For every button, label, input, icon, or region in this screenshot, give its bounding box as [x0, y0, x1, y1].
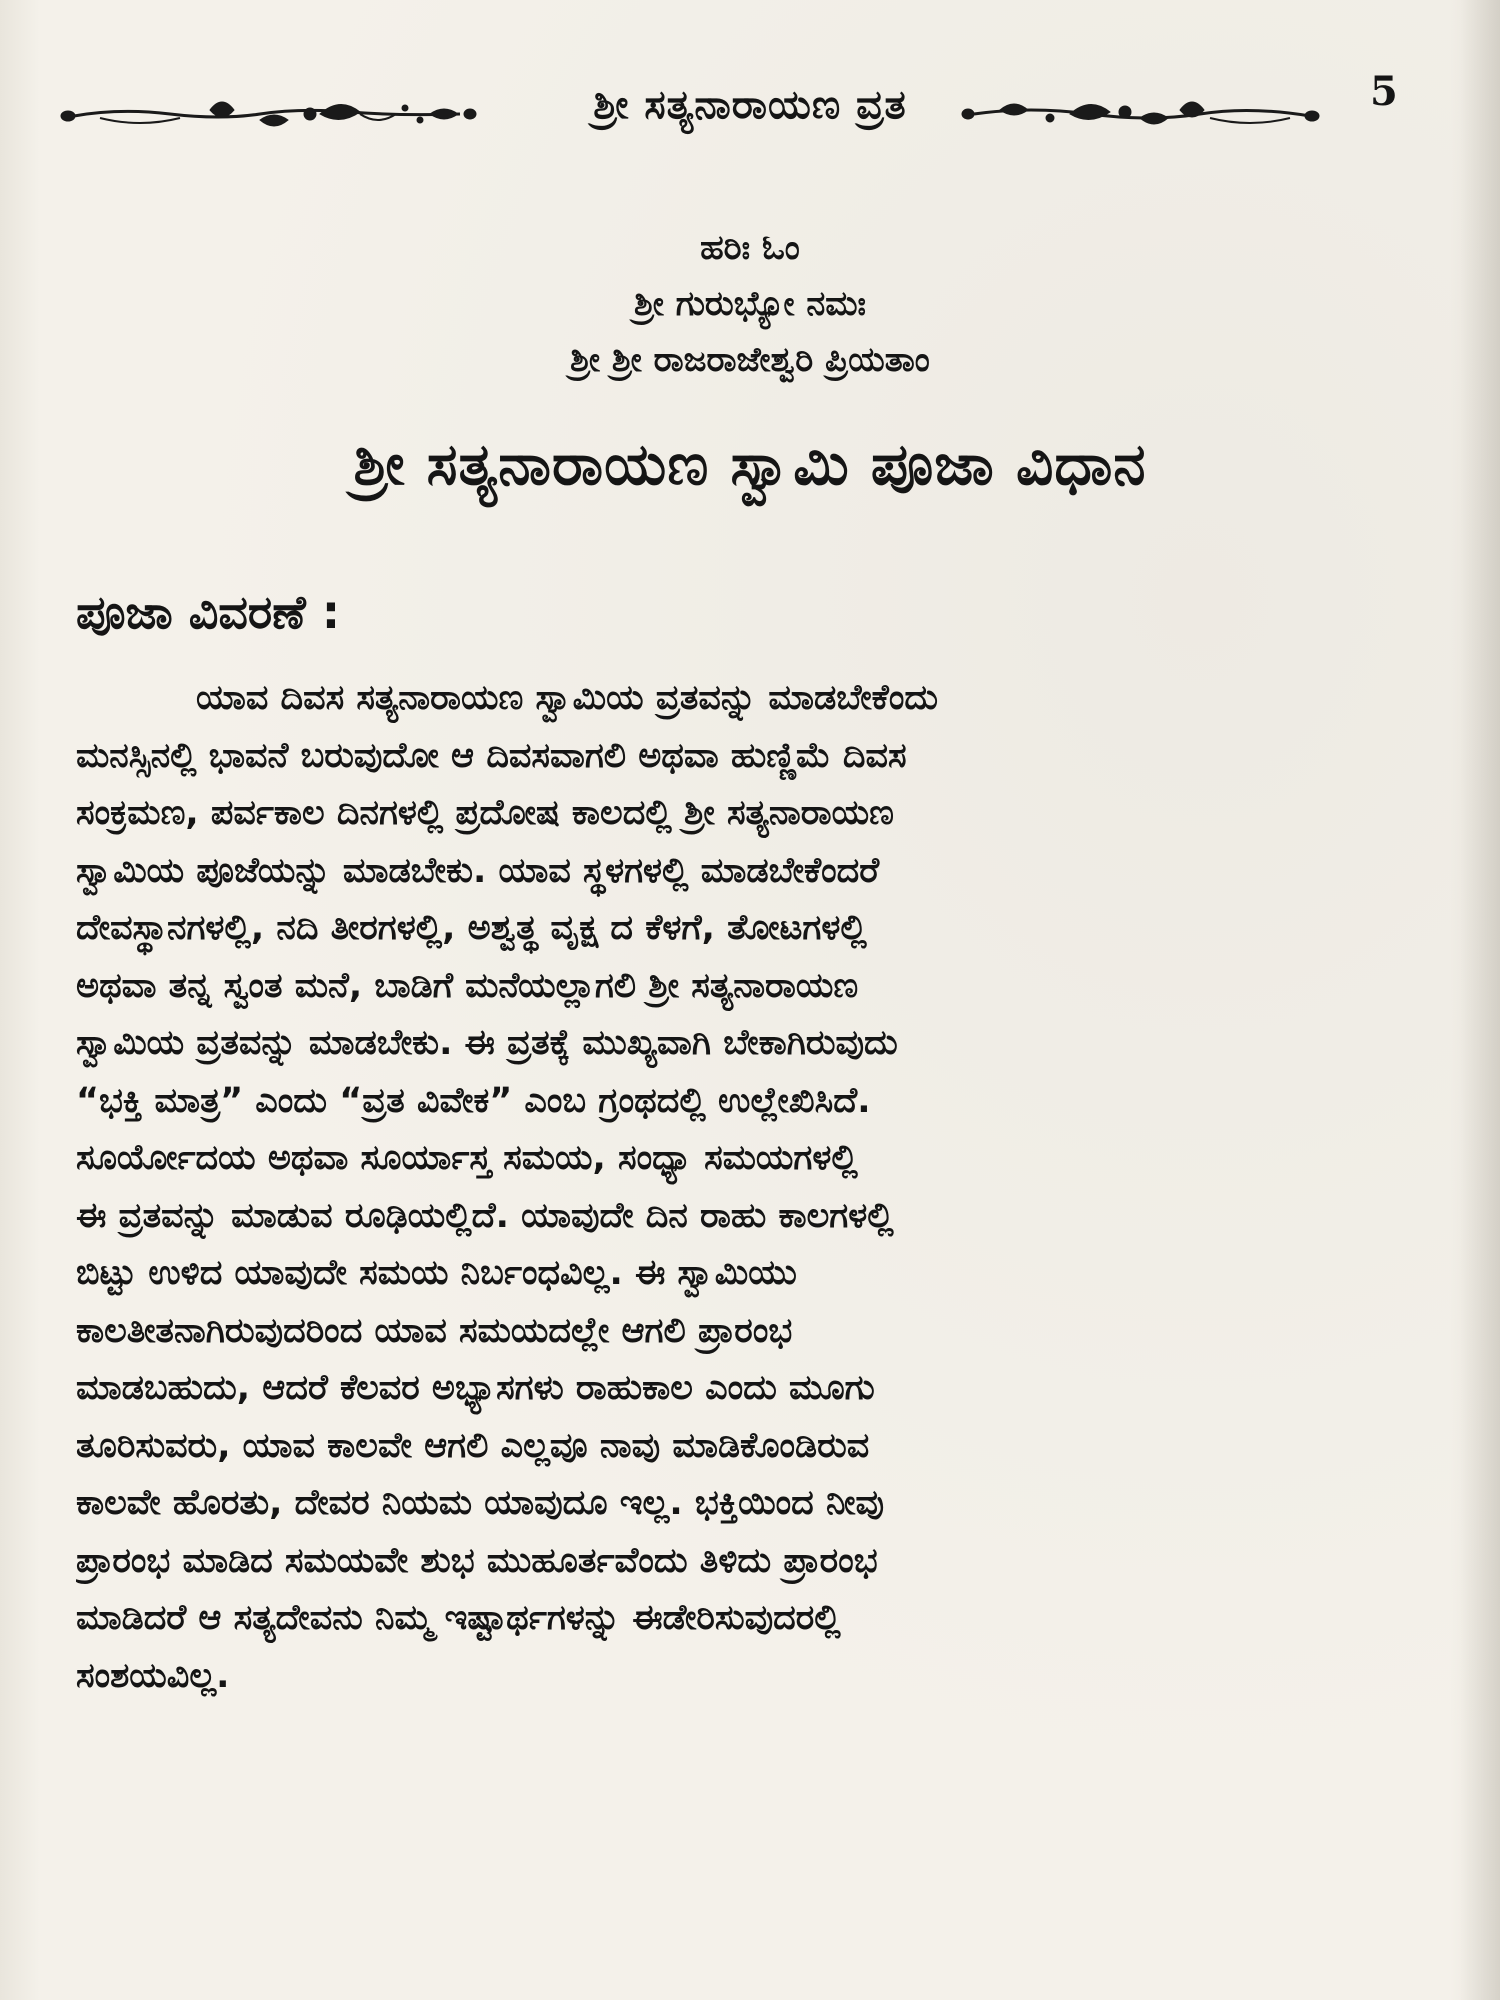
page-edge-shadow: [1460, 0, 1500, 2000]
body-line: ಸ್ವಾಮಿಯ ಪೂಜೆಯನ್ನು ಮಾಡಬೇಕು. ಯಾವ ಸ್ಥಳಗಳಲ್ಲಿ ಮಾಡಬೇಕೆಂದರೆ: [76, 850, 880, 891]
invocation-block: [0, 220, 1500, 388]
body-line: ದೇವಸ್ಥಾನಗಳಲ್ಲಿ, ನದಿ ತೀರಗಳಲ್ಲಿ, ಅಶ್ವತ್ಥ ವೃಕ್ಷ ದ ಕೆಳಗೆ, ತೋಟಗಳಲ್ಲಿ: [76, 908, 867, 948]
body-line: ಸ್ವಾಮಿಯ ವ್ರತವನ್ನು ಮಾಡಬೇಕು. ಈ ವ್ರತಕ್ಕೆ ಮುಖ್ಯವಾಗಿ ಬೇಕಾಗಿರುವುದು: [76, 1023, 898, 1063]
body-line: ಮಾಡಿದರೆ ಆ ಸತ್ಯದೇವನು ನಿಮ್ಮ ಇಷ್ಟಾರ್ಥಗಳನ್ನು ಈಡೇರಿಸುವುದರಲ್ಲಿ: [76, 1598, 841, 1638]
body-line: ಸಂಶಯವಿಲ್ಲ.: [76, 1655, 230, 1696]
body-line: ಕಾಲವೇ ಹೊರತು, ದೇವರ ನಿಯಮ ಯಾವುದೂ ಇಲ್ಲ. ಭಕ್ತಿಯಿಂದ ನೀವು: [76, 1483, 885, 1523]
body-line: ಸಂಕ್ರಮಣ, ಪರ್ವಕಾಲ ದಿನಗಳಲ್ಲಿ ಪ್ರದೋಷ ಕಾಲದಲ್ಲಿ ಶ್ರೀ ಸತ್ಯನಾರಾಯಣ: [76, 793, 894, 833]
body-line: ಮನಸ್ಸಿನಲ್ಲಿ ಭಾವನೆ ಬರುವುದೋ ಆ ದಿವಸವಾಗಲಿ ಅಥವಾ ಹುಣ್ಣಿಮೆ ದಿವಸ: [76, 735, 907, 776]
running-header: [60, 72, 1320, 162]
invocation-line-1: ಹರಿಃ ಓಂ: [700, 228, 800, 268]
body-line: ಕಾಲತೀತನಾಗಿರುವುದರಿಂದ ಯಾವ ಸಮಯದಲ್ಲೇ ಆಗಲಿ ಪ್ರಾರಂಭ: [76, 1310, 793, 1351]
body-line: ಈ ವ್ರತವನ್ನು ಮಾಡುವ ರೂಢಿಯಲ್ಲಿದೆ. ಯಾವುದೇ ದಿನ ರಾಹು ಕಾಲಗಳಲ್ಲಿ: [76, 1195, 894, 1236]
running-header-title: ಶ್ರೀ ಸತ್ಯನಾರಾಯಣ ವ್ರತ: [593, 82, 907, 128]
body-line: ಸೂರ್ಯೋದಯ ಅಥವಾ ಸೂರ್ಯಾಸ್ತ ಸಮಯ, ಸಂಧ್ಯಾ ಸಮಯಗಳಲ್ಲಿ: [76, 1138, 858, 1178]
left-ornament-flourish: [60, 84, 480, 144]
invocation-line-2: ಶ್ರೀ ಗುರುಭ್ಯೋ ನಮಃ: [633, 284, 867, 324]
body-line: ಪ್ರಾರಂಭ ಮಾಡಿದ ಸಮಯವೇ ಶುಭ ಮುಹೂರ್ತವೆಂದು ತಿಳಿದು ಪ್ರಾರಂಭ: [76, 1540, 878, 1581]
section-heading: ಪೂಜಾ ವಿವರಣೆ :: [76, 585, 341, 639]
body-line: ಮಾಡಬಹುದು, ಆದರೆ ಕೆಲವರ ಅಭ್ಯಾಸಗಳು ರಾಹುಕಾಲ ಎಂದು ಮೂಗು: [76, 1368, 875, 1408]
body-line: ಯಾವ ದಿವಸ ಸತ್ಯನಾರಾಯಣ ಸ್ವಾಮಿಯ ವ್ರತವನ್ನು ಮಾಡಬೇಕೆಂದು: [196, 678, 939, 718]
invocation-line-3: ಶ್ರೀ ಶ್ರೀ ರಾಜರಾಜೇಶ್ವರಿ ಪ್ರಿಯತಾಂ: [570, 340, 930, 380]
main-title: ಶ್ರೀ ಸತ್ಯನಾರಾಯಣ ಸ್ವಾಮಿ ಪೂಜಾ ವಿಧಾನ: [353, 430, 1147, 498]
body-line: ಅಥವಾ ತನ್ನ ಸ್ವಂತ ಮನೆ, ಬಾಡಿಗೆ ಮನೆಯಲ್ಲಾಗಲಿ ಶ್ರೀ ಸತ್ಯನಾರಾಯಣ: [76, 965, 859, 1006]
page-number: 5: [1370, 68, 1398, 115]
body-line: ಬಿಟ್ಟು ಉಳಿದ ಯಾವುದೇ ಸಮಯ ನಿರ್ಬಂಧವಿಲ್ಲ. ಈ ಸ್ವಾಮಿಯು: [76, 1253, 797, 1293]
body-paragraph: [76, 670, 1416, 1705]
right-ornament-flourish: [960, 84, 1320, 144]
body-line: ತೂರಿಸುವರು, ಯಾವ ಕಾಲವೇ ಆಗಲಿ ಎಲ್ಲವೂ ನಾವು ಮಾಡಿಕೊಂಡಿರುವ: [76, 1425, 870, 1466]
body-line: “ಭಕ್ತಿ ಮಾತ್ರ” ಎಂದು “ವ್ರತ ವಿವೇಕ” ಎಂಬ ಗ್ರಂಥದಲ್ಲಿ ಉಲ್ಲೇಖಿಸಿದೆ.: [76, 1080, 871, 1121]
